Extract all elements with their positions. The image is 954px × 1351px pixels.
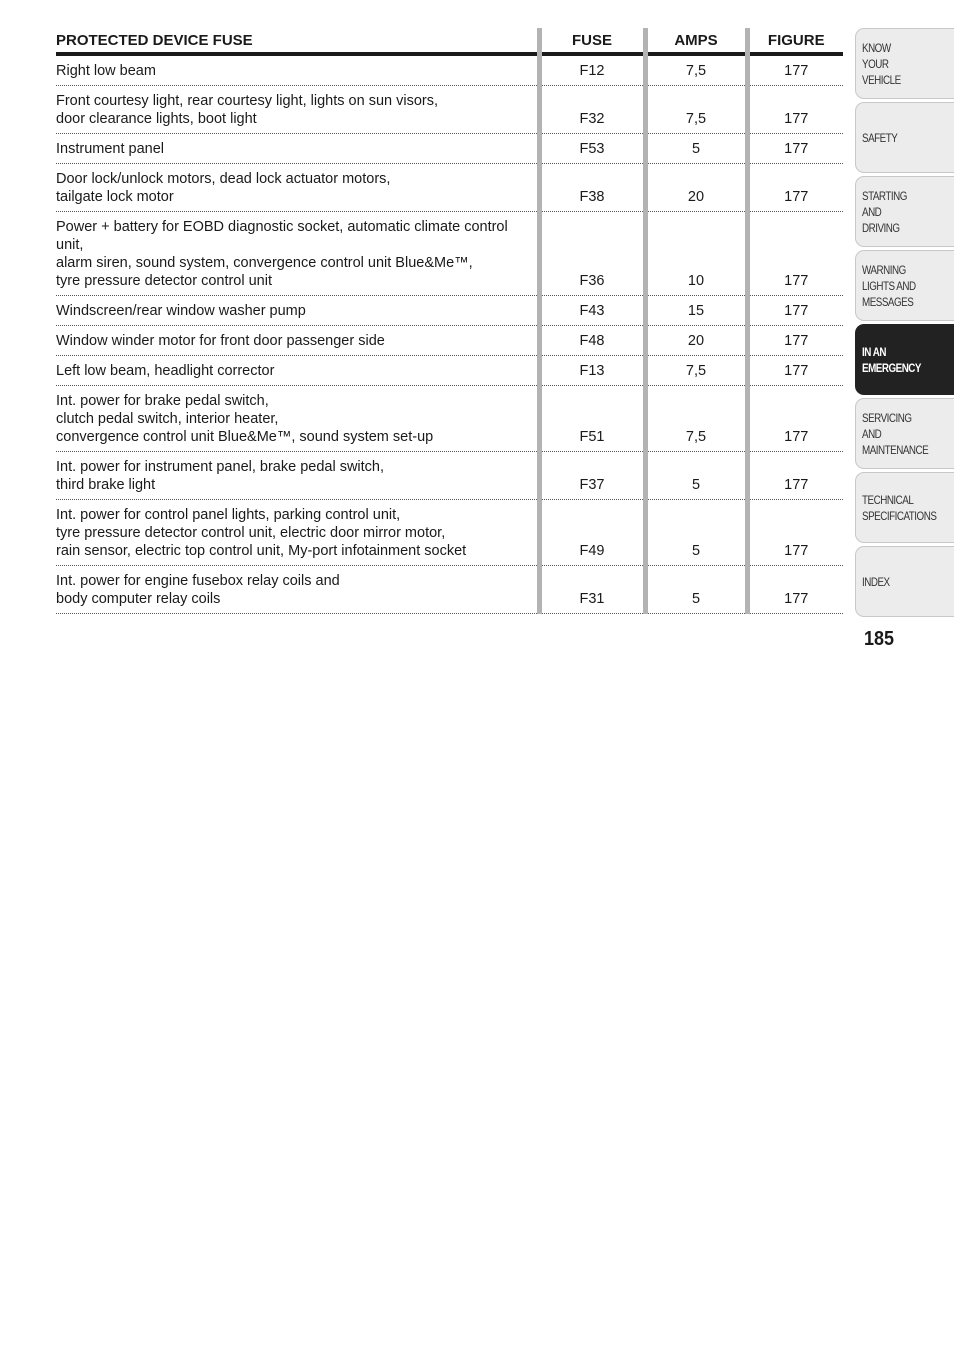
chapter-tab-technical-specifications[interactable] — [855, 472, 954, 543]
fuse-cell: F36 — [539, 212, 645, 296]
chapter-tab-label: WARNING LIGHTS AND MESSAGES — [862, 262, 916, 309]
chapter-tab-label: INDEX — [862, 574, 890, 589]
amps-cell: 7,5 — [645, 356, 747, 386]
fuse-cell: F13 — [539, 356, 645, 386]
chapter-tab-warning-lights-and-messages[interactable] — [855, 250, 954, 321]
figure-cell: 177 — [747, 296, 843, 326]
device-cell: Front courtesy light, rear courtesy light, lights on sun visors, door clearance lights, boot light — [56, 86, 539, 134]
header-amps: AMPS — [645, 28, 747, 54]
figure-cell: 177 — [747, 452, 843, 500]
header-figure: FIGURE — [747, 28, 843, 54]
figure-cell: 177 — [747, 86, 843, 134]
figure-cell: 177 — [747, 326, 843, 356]
figure-cell: 177 — [747, 500, 843, 566]
chapter-tab-label: IN AN EMERGENCY — [862, 344, 922, 375]
fuse-cell: F51 — [539, 386, 645, 452]
device-cell: Window winder motor for front door passenger side — [56, 326, 539, 356]
amps-cell: 5 — [645, 566, 747, 614]
chapter-tab-safety[interactable] — [855, 102, 954, 173]
fuse-cell: F31 — [539, 566, 645, 614]
device-cell: Int. power for brake pedal switch, clutch pedal switch, interior heater, convergence control unit Blue&Me™, sound system set-up — [56, 386, 539, 452]
amps-cell: 5 — [645, 452, 747, 500]
amps-cell: 7,5 — [645, 386, 747, 452]
chapter-tab-label: KNOW YOUR VEHICLE — [862, 40, 901, 87]
amps-cell: 5 — [645, 134, 747, 164]
fuse-cell: F12 — [539, 54, 645, 86]
chapter-tab-label: TECHNICAL SPECIFICATIONS — [862, 492, 937, 523]
table-row — [56, 500, 843, 566]
chapter-tab-starting-and-driving[interactable] — [855, 176, 954, 247]
table-row — [56, 134, 843, 164]
device-cell: Power + battery for EOBD diagnostic socket, automatic climate control unit, alarm siren, sound system, convergence control unit Blue&Me™, tyre pressure detector control unit — [56, 212, 539, 296]
fuse-cell: F53 — [539, 134, 645, 164]
device-cell: Instrument panel — [56, 134, 539, 164]
amps-cell: 7,5 — [645, 54, 747, 86]
figure-cell: 177 — [747, 134, 843, 164]
figure-cell: 177 — [747, 54, 843, 86]
amps-cell: 15 — [645, 296, 747, 326]
chapter-tabs — [855, 28, 954, 620]
device-cell: Right low beam — [56, 54, 539, 86]
device-cell: Door lock/unlock motors, dead lock actuator motors, tailgate lock motor — [56, 164, 539, 212]
fuse-cell: F48 — [539, 326, 645, 356]
chapter-tab-index[interactable] — [855, 546, 954, 617]
figure-cell: 177 — [747, 212, 843, 296]
amps-cell: 20 — [645, 164, 747, 212]
device-cell: Int. power for engine fusebox relay coils and body computer relay coils — [56, 566, 539, 614]
table-header-row — [56, 28, 843, 54]
fuse-cell: F37 — [539, 452, 645, 500]
chapter-tab-label: SAFETY — [862, 130, 898, 145]
device-cell: Windscreen/rear window washer pump — [56, 296, 539, 326]
chapter-tab-in-an-emergency[interactable] — [855, 324, 954, 395]
figure-cell: 177 — [747, 356, 843, 386]
amps-cell: 10 — [645, 212, 747, 296]
fuse-cell: F49 — [539, 500, 645, 566]
figure-cell: 177 — [747, 164, 843, 212]
table-row — [56, 326, 843, 356]
table-row — [56, 386, 843, 452]
table-row — [56, 54, 843, 86]
fuse-cell: F43 — [539, 296, 645, 326]
fuse-cell: F38 — [539, 164, 645, 212]
chapter-tab-label: SERVICING AND MAINTENANCE — [862, 410, 929, 457]
chapter-tab-servicing-and-maintenance[interactable] — [855, 398, 954, 469]
device-cell: Left low beam, headlight corrector — [56, 356, 539, 386]
fuse-cell: F32 — [539, 86, 645, 134]
figure-cell: 177 — [747, 566, 843, 614]
amps-cell: 7,5 — [645, 86, 747, 134]
table-row — [56, 566, 843, 614]
table-row — [56, 164, 843, 212]
chapter-tab-know-your-vehicle[interactable] — [855, 28, 954, 99]
device-cell: Int. power for control panel lights, parking control unit, tyre pressure detector control unit, electric door mirror motor, rain sensor, electric top control unit, My-port infotainment socket — [56, 500, 539, 566]
device-cell: Int. power for instrument panel, brake pedal switch, third brake light — [56, 452, 539, 500]
amps-cell: 20 — [645, 326, 747, 356]
table-row — [56, 212, 843, 296]
figure-cell: 177 — [747, 386, 843, 452]
page-number: 185 — [864, 628, 895, 650]
header-fuse: FUSE — [539, 28, 645, 54]
table-row — [56, 356, 843, 386]
table-row — [56, 452, 843, 500]
fuse-table — [56, 28, 843, 614]
amps-cell: 5 — [645, 500, 747, 566]
table-row — [56, 86, 843, 134]
header-protected-device: PROTECTED DEVICE FUSE — [56, 28, 539, 54]
chapter-tab-label: STARTING AND DRIVING — [862, 188, 907, 235]
table-row — [56, 296, 843, 326]
